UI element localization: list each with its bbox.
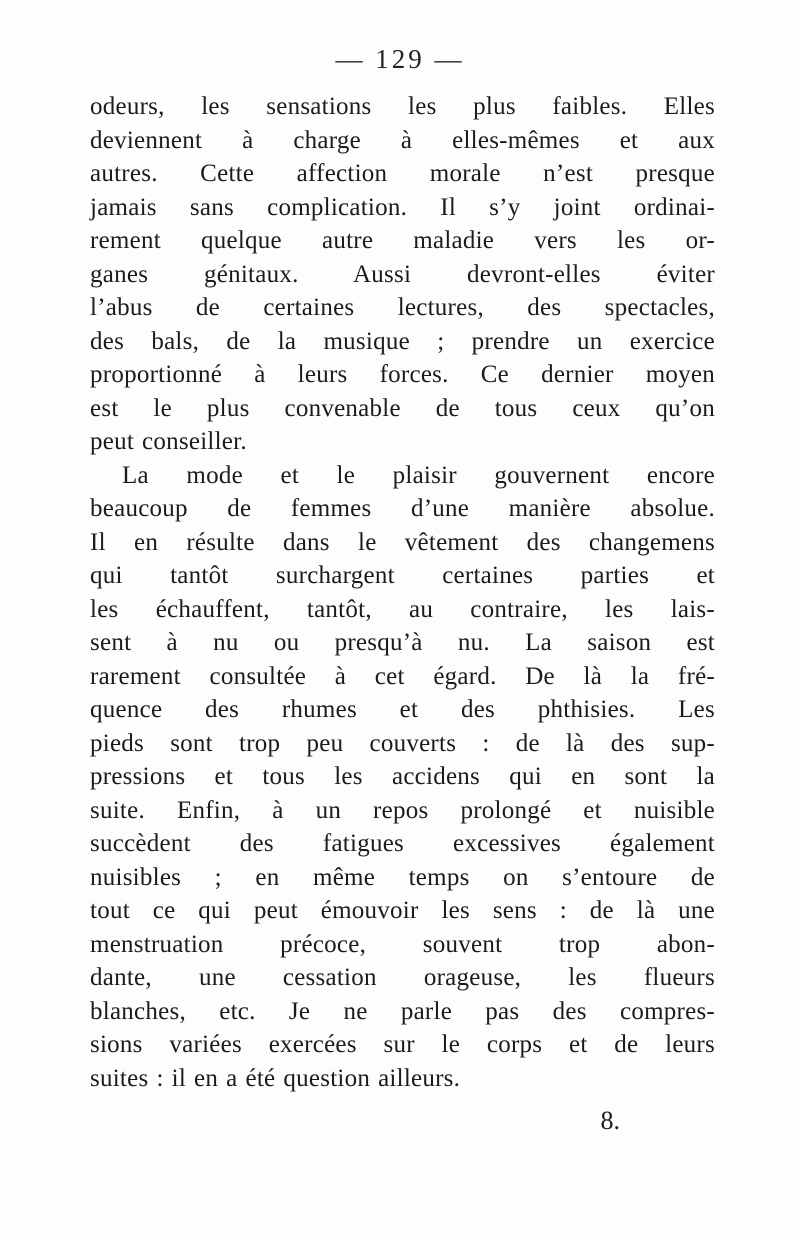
text-line: les échauffent, tantôt, au contraire, les lais- [90,595,715,623]
text-line: La mode et le plaisir gouvernent encore [122,461,715,489]
text-line: blanches, etc. Je ne parle pas des compres- [90,997,715,1025]
text-line: rarement consultée à cet égard. De là la fré- [90,662,715,690]
text-line: sent à nu ou presqu’à nu. La saison est [90,629,715,656]
signature-mark: 8. [600,1106,620,1135]
text-line: peut conseiller. [90,428,247,455]
text-line: nuisibles ; en même temps on s’entoure de [90,863,715,891]
text-line: suite. Enfin, à un repos prolongé et nuisible [90,796,715,824]
text-line: menstruation précoce, souvent trop abon- [90,930,715,958]
text-line: ganes génitaux. Aussi devront-elles éviter [90,260,715,288]
text-line: deviennent à charge à elles-mêmes et aux [90,126,715,154]
paragraph-1 [90,90,715,459]
text-line: est le plus convenable de tous ceux qu’on [90,394,715,422]
text-line: odeurs, les sensations les plus faibles. Elles [90,93,715,120]
text-line: pieds sont trop peu couverts : de là des sup- [90,729,715,757]
text-line: sions variées exercées sur le corps et de leurs [90,1031,715,1058]
text-line: pressions et tous les accidens qui en sont la [90,763,715,790]
text-line: des bals, de la musique ; prendre un exercice [90,327,715,355]
text-line: suites : il en a été question ailleurs. [90,1064,461,1092]
text-line: quence des rhumes et des phthisies. Les [90,696,715,723]
page-number: — 129 — [335,44,465,74]
text-line: l’abus de certaines lectures, des spectacles, [90,294,715,321]
text-line: autres. Cette affection morale n’est presque [90,160,715,187]
text-line: Il en résulte dans le vêtement des changemens [90,528,715,556]
text-line: rement quelque autre maladie vers les or- [90,227,715,254]
body-text [90,90,715,1095]
text-line: tout ce qui peut émouvoir les sens : de là une [90,897,715,924]
text-line: beaucoup de femmes d’une manière absolue. [90,495,715,522]
paragraph-2 [90,459,715,1096]
text-line: qui tantôt surchargent certaines parties et [90,562,715,589]
text-line: jamais sans complication. Il s’y joint ordinai- [90,193,715,221]
text-line: dante, une cessation orageuse, les flueurs [90,964,715,991]
text-line: proportionné à leurs forces. Ce dernier moyen [90,361,715,388]
text-line: succèdent des fatigues excessives également [90,830,715,857]
